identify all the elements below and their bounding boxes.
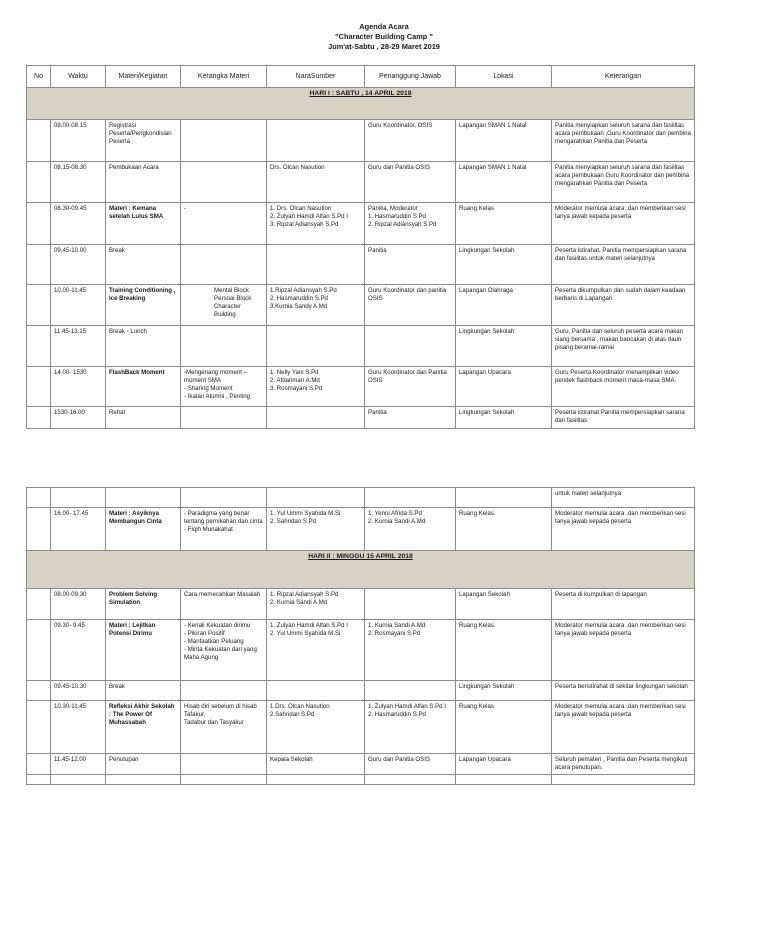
cell-penanggung-jawab-line: Guru dan Panitia OSIS	[368, 756, 430, 763]
cell-waktu: 08.00-08.15	[51, 120, 106, 162]
cell-waktu: 08.15-08.30	[51, 162, 106, 203]
cell-lokasi: Ruang Kelas	[456, 508, 552, 551]
column-header-keterangan: Keterangan	[552, 66, 695, 88]
cell-penanggung-jawab-line: Guru Koordinator dan panitia OSIS	[368, 287, 447, 302]
table-row	[27, 589, 695, 620]
cell-keterangan: Peserta di kumpulkan di lapangan	[552, 589, 695, 620]
day2-label: HARI II : MINGGU 15 APRIL 2018	[27, 551, 695, 589]
cell-kerangka-line: - Ikatan Alumni , Penting	[184, 393, 251, 400]
cell-narasumber-line: 1. Drs. Olcan Nasution	[270, 205, 332, 212]
cell-kerangka-line: Tadabur dan Tasyakur	[184, 719, 244, 726]
cell-materi: Refleksi Akhir Sekolah : The Power Of Muhassabah	[106, 701, 181, 754]
cell-kerangka-line: - Manfaatkan Peluang	[184, 638, 244, 645]
cell-kerangka-line: Cara memecahkan Masalah	[184, 591, 261, 598]
cell-penanggung-jawab-line: Panitia	[368, 247, 387, 254]
column-header-no: No	[27, 66, 51, 88]
cell-narasumber	[267, 120, 365, 162]
cell-kerangka	[181, 245, 267, 285]
table-row	[27, 701, 695, 754]
cell-waktu: 09.45-10.30	[51, 681, 106, 701]
cell-lokasi: Lapangan Olahraga	[456, 285, 552, 326]
cell-keterangan: Peserta istirahat Panitia mempersiapkan sarana dan fasilitas	[552, 407, 695, 429]
cell-lokasi: Ruang Kelas	[456, 620, 552, 681]
table-row	[27, 407, 695, 429]
cell-waktu: 09.30- 9.45	[51, 620, 106, 681]
cell-no	[27, 367, 51, 407]
cell-kerangka	[181, 508, 267, 551]
cell-penanggung-jawab-line: 2. Kurnia Sandi A.Md	[368, 518, 426, 525]
cell-narasumber	[267, 701, 365, 754]
empty-cell	[456, 775, 552, 785]
table-row	[27, 203, 695, 245]
table-row	[27, 245, 695, 285]
cell-kerangka	[181, 589, 267, 620]
empty-cell	[365, 775, 456, 785]
cell-narasumber-line: 1. Zulyan Hamdi Alfan S.Pd I	[270, 622, 348, 629]
cell-no	[27, 285, 51, 326]
cell-narasumber	[267, 367, 365, 407]
cell-narasumber-line: 2. Hasmaruddin S.Pd	[270, 295, 328, 302]
cell-materi: Break - Lunch	[106, 326, 181, 367]
day-header-row	[27, 551, 695, 589]
cell-narasumber	[267, 754, 365, 775]
agenda-table-page1	[26, 65, 695, 429]
cell-kerangka	[181, 326, 267, 367]
cell-penanggung-jawab	[365, 701, 456, 754]
cell-penanggung-jawab-line: 1. Kurnia Sandi A.Md	[368, 622, 426, 629]
cell-no	[27, 589, 51, 620]
cell-keterangan: Moderator memulai acara ,dan memberikan sesi tanya jawab kepada peserta	[552, 203, 695, 245]
document-subtitle: "Character Building Camp "	[335, 32, 433, 41]
document-title-block	[0, 22, 768, 52]
cell-waktu: 08.00-09.30	[51, 589, 106, 620]
cell-narasumber-line: Kepala Sekolah	[270, 756, 313, 763]
cell-narasumber-line: 3.Kurnia Sandy A.Md	[270, 303, 328, 310]
cell-materi: Break	[106, 681, 181, 701]
header-row	[27, 66, 695, 88]
day-header-row	[27, 88, 695, 120]
cell-materi: Materi : Lejitkan Potensi Dirimu	[106, 620, 181, 681]
cell-keterangan: Seluruh pemateri , Panitia dan Peserta mengikuti acara penutupan.	[552, 754, 695, 775]
cell-narasumber-line: 2. Afdariman A.Md	[270, 377, 320, 384]
cell-narasumber	[267, 508, 365, 551]
cell-no	[27, 681, 51, 701]
cell-keterangan: Panitia menyiapkan seluruh sarana dan fasilitas acara pembukaan ,Guru Koordinator dan pembina mengarahkan Panitia dan Peserta	[552, 120, 695, 162]
cell-materi: Problem Solving Simulation	[106, 589, 181, 620]
cell-kerangka-line: - Fiqih Munakahat	[184, 526, 233, 533]
cell-penanggung-jawab-line: 2. Rosmayani S.Pd	[368, 630, 421, 637]
cell-waktu: 09.45-10.00	[51, 245, 106, 285]
cell-penanggung-jawab	[365, 367, 456, 407]
cell-waktu: 16.00- 17.45	[51, 508, 106, 551]
document-date: Jum'at-Sabtu , 28-29 Maret 2019	[328, 42, 440, 51]
cell-kerangka-line: - Paradigma yang benar tentang pernikahan dan cinta	[184, 510, 263, 525]
cell-narasumber	[267, 407, 365, 429]
table-row	[27, 285, 695, 326]
cell-waktu: 10.30-11.45	[51, 701, 106, 754]
cell-penanggung-jawab	[365, 120, 456, 162]
cell-narasumber-line: 1. Yul Ummi Syahida M.Si	[270, 510, 341, 517]
cell-narasumber-line: 1. Ripzal Adiansyah S.Pd	[270, 591, 339, 598]
continuation-note: untuk materi selanjutnya	[552, 488, 695, 508]
cell-penanggung-jawab	[365, 754, 456, 775]
cell-keterangan: Peserta beristirahat di sekitar lingkungan sekolah	[552, 681, 695, 701]
cell-no	[27, 245, 51, 285]
cell-materi: Registrasi Peserta/Pengkondisian Peserta	[106, 120, 181, 162]
cell-narasumber-line: 1.Ripzal Adiansyah S.Pd	[270, 287, 337, 294]
cell-kerangka	[181, 620, 267, 681]
cell-narasumber-line: 3. Rosmayani S.Pd	[270, 385, 323, 392]
cell-narasumber-line: 2. Zulyan Hamdi Alfan S.Pd I	[270, 213, 348, 220]
cell-penanggung-jawab-line: Guru Koordinator, OSIS	[368, 122, 433, 129]
cell-narasumber-line: 3. Ripzal Adiansyah S.Pd	[270, 221, 339, 228]
cell-materi: Penutupan	[106, 754, 181, 775]
cell-kerangka	[181, 407, 267, 429]
cell-lokasi: Lapangan SMAN 1 Natal	[456, 162, 552, 203]
cell-waktu: 14.00- 1530	[51, 367, 106, 407]
empty-cell	[181, 775, 267, 785]
empty-row	[27, 775, 695, 785]
empty-cell	[106, 775, 181, 785]
cell-lokasi: Lingkungan Sekolah	[456, 407, 552, 429]
cell-penanggung-jawab-line: 1. Hasmaruddin S.Pd	[368, 213, 426, 220]
cell-narasumber	[267, 589, 365, 620]
cell-penanggung-jawab-line: 2. Ripzal Adiansyah S.Pd	[368, 221, 437, 228]
cell-materi: Pembukaan Acara	[106, 162, 181, 203]
empty-cell	[267, 775, 365, 785]
cell-narasumber-line: 2. Sahridan S.Pd	[270, 518, 317, 525]
cell-waktu: 10.00-11.45	[51, 285, 106, 326]
cell-narasumber	[267, 245, 365, 285]
day1-label: HARI I : SABTU , 14 APRIL 2018	[27, 88, 695, 120]
cell-keterangan: Guru Peserta Koordinator menampilkan video pendek flashback moment masa-masa SMA.	[552, 367, 695, 407]
cell-keterangan: Moderator memulai acara ,dan memberikan sesi tanya jawab kepada peserta	[552, 620, 695, 681]
cell-no	[27, 203, 51, 245]
cell-penanggung-jawab	[365, 407, 456, 429]
table-row	[27, 120, 695, 162]
cell-narasumber	[267, 620, 365, 681]
cell-penanggung-jawab-line: Guru Koordinator dan Panitia OSIS	[368, 369, 447, 384]
cell-penanggung-jawab	[365, 589, 456, 620]
cell-lokasi: Lingkungan Sekolah	[456, 326, 552, 367]
cell-materi: FlashBack Moment	[106, 367, 181, 407]
cell-lokasi: Lingkungan Sekolah	[456, 245, 552, 285]
document-title: Agenda Acara	[359, 22, 409, 31]
table-row	[27, 681, 695, 701]
cell-no	[27, 162, 51, 203]
cell-waktu: 11.45-13.15	[51, 326, 106, 367]
cell-penanggung-jawab	[365, 508, 456, 551]
cell-penanggung-jawab-line: 1. Zulyan Hamdi Alfan S.Pd I	[368, 703, 446, 710]
cell-kerangka-line: Tafakur,	[184, 711, 206, 718]
cell-narasumber	[267, 162, 365, 203]
cell-kerangka-line: - Sharing Moment	[184, 385, 233, 392]
cell-kerangka-line: - Minta Kekuatan dari yang Maha Agung	[184, 646, 257, 661]
empty-cell	[27, 775, 51, 785]
cell-narasumber	[267, 681, 365, 701]
cell-narasumber-line: 1.Drs. Olcan Nasution	[270, 703, 330, 710]
cell-kerangka-line: Persoal Block	[214, 295, 252, 302]
cell-penanggung-jawab	[365, 620, 456, 681]
cell-penanggung-jawab	[365, 326, 456, 367]
cell-keterangan: Moderator memulai acara ,dan memberikan sesi tanya jawab kepada peserta	[552, 508, 695, 551]
cell-kerangka	[181, 162, 267, 203]
cell-kerangka-line: Hisab diri sebelum di hisab	[184, 703, 257, 710]
cell-kerangka	[181, 754, 267, 775]
cell-no	[27, 508, 51, 551]
cell-kerangka	[181, 285, 267, 326]
cell-narasumber-line: 2.Sahridan S.Pd	[270, 711, 315, 718]
cell-narasumber-line: 2. Kurnia Sandi A.Md	[270, 599, 328, 606]
cell-penanggung-jawab	[365, 285, 456, 326]
column-header-materi: Materi/Kegiatan	[106, 66, 181, 88]
cell-penanggung-jawab-line: Panitia	[368, 409, 387, 416]
cell-penanggung-jawab	[365, 162, 456, 203]
cell-narasumber	[267, 203, 365, 245]
cell-lokasi: Ruang Kelas	[456, 701, 552, 754]
cell-penanggung-jawab	[365, 203, 456, 245]
cell-keterangan: Peserta istirahat, Panitia mempersiapkan sarana dan fasilitas untuk materi selanjutnya	[552, 245, 695, 285]
cell-kerangka-line: - Pikiran Positif	[184, 630, 225, 637]
cell-penanggung-jawab-line: Guru dan Panitia OSIS	[368, 164, 430, 171]
cell-materi: Break	[106, 245, 181, 285]
cell-penanggung-jawab-line: 2. Hasmaruddin S.Pd	[368, 711, 426, 718]
cell-keterangan: Guru, Panitia dan seluruh peserta acara makan siang bersama , makan bancakan di atas daun pisang beramai-ramai	[552, 326, 695, 367]
cell-narasumber	[267, 326, 365, 367]
cell-lokasi: Lapangan SMAN 1 Natal	[456, 120, 552, 162]
table-row	[27, 754, 695, 775]
cell-no	[27, 120, 51, 162]
table-row	[27, 367, 695, 407]
table-row	[27, 326, 695, 367]
cell-kerangka-line: Character Building	[214, 303, 241, 318]
cell-kerangka	[181, 701, 267, 754]
cell-waktu: 08.30-09.45	[51, 203, 106, 245]
column-header-penanggung-jawab: Penanggung Jawab	[365, 66, 456, 88]
cell-waktu: 11.45-12.00	[51, 754, 106, 775]
cell-narasumber-line: 2. Yul Ummi Syahida M.Si	[270, 630, 341, 637]
cell-keterangan: Peserta dikumpulkan dan sudah dalam keadaan berbaris di Lapangan	[552, 285, 695, 326]
cell-materi: Materi : Kemana setelah Lulus SMA	[106, 203, 181, 245]
cell-keterangan: Panitia menyiapkan seluruh sarana dan fasilitas acara pembukaan Guru Koordinator dan pembina mengarahkan Panitia dan Peserta	[552, 162, 695, 203]
cell-lokasi: Lapangan Upacara	[456, 367, 552, 407]
column-header-narasumber: NaraSumber	[267, 66, 365, 88]
cell-no	[27, 407, 51, 429]
cell-kerangka-line: - Kenali Kekuatan dirimu	[184, 622, 251, 629]
table-row	[27, 508, 695, 551]
table-row	[27, 620, 695, 681]
cell-keterangan: Moderator memulai acara ,dan memberikan sesi tanya jawab kepada peserta	[552, 701, 695, 754]
cell-waktu: 1530-16.00	[51, 407, 106, 429]
cell-materi: Materi : Asyiknya Membangun Cinta	[106, 508, 181, 551]
cell-no	[27, 326, 51, 367]
cell-kerangka-line: -Mengenang moment – moment SMA	[184, 369, 248, 384]
cell-materi: Training Conditioning , Ice Breaking	[106, 285, 181, 326]
cell-kerangka	[181, 120, 267, 162]
table-row	[27, 162, 695, 203]
cell-no	[27, 754, 51, 775]
cell-lokasi: Lapangan Upacara	[456, 754, 552, 775]
cell-penanggung-jawab-line: Panitia, Moderator	[368, 205, 418, 212]
cell-narasumber-line: Drs. Olcan Nasution	[270, 164, 325, 171]
empty-cell	[552, 775, 695, 785]
cell-kerangka-line: -	[184, 205, 187, 212]
cell-lokasi: Lingkungan Sekolah	[456, 681, 552, 701]
agenda-table-page2	[26, 487, 695, 785]
column-header-lokasi: Lokasi	[456, 66, 552, 88]
continuation-row	[27, 488, 695, 508]
cell-narasumber-line: 1. Nelly Yani S.Pd	[270, 369, 319, 376]
cell-kerangka	[181, 681, 267, 701]
column-header-kerangka: Kerangka Materi	[181, 66, 267, 88]
empty-cell	[51, 775, 106, 785]
cell-penanggung-jawab	[365, 681, 456, 701]
cell-lokasi: Lapangan Sekolah	[456, 589, 552, 620]
cell-lokasi: Ruang Kelas	[456, 203, 552, 245]
cell-no	[27, 701, 51, 754]
cell-kerangka-line: Mental Block	[214, 287, 249, 294]
cell-kerangka	[181, 367, 267, 407]
cell-kerangka	[181, 203, 267, 245]
cell-materi: Rehat	[106, 407, 181, 429]
column-header-waktu: Waktu	[51, 66, 106, 88]
cell-narasumber	[267, 285, 365, 326]
cell-penanggung-jawab-line: 1. Yenni Afrida S.Pd	[368, 510, 422, 517]
cell-penanggung-jawab	[365, 245, 456, 285]
cell-no	[27, 620, 51, 681]
